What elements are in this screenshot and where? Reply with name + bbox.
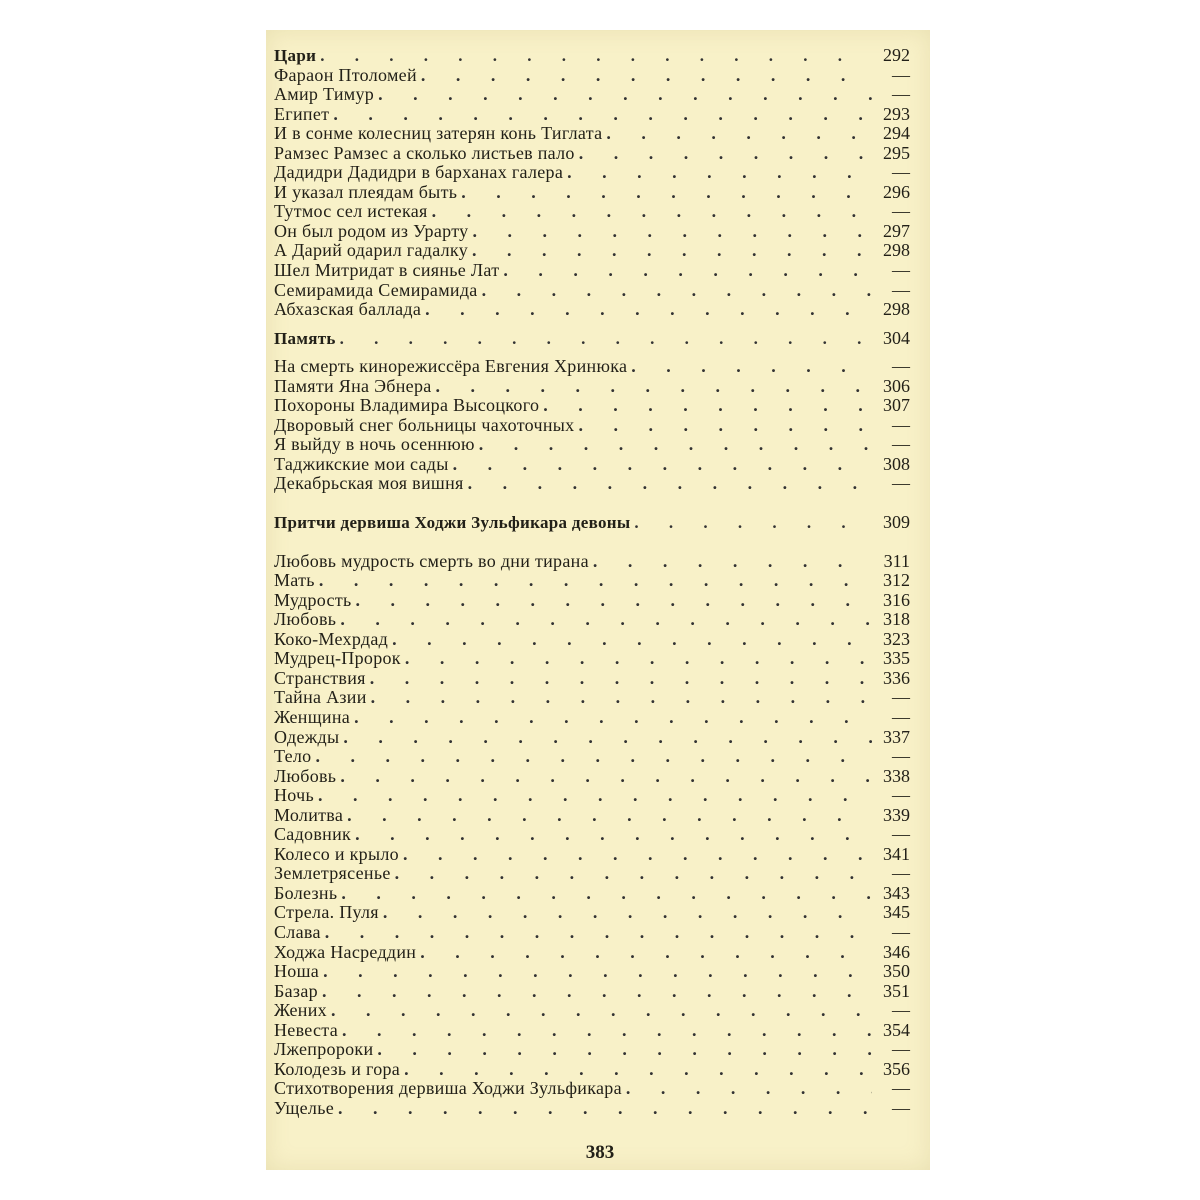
page-ref: 312 (883, 570, 910, 591)
dot-leader (378, 85, 872, 105)
page-ref: 298 (883, 299, 910, 320)
page-ref: — (892, 706, 910, 727)
dot-leader (392, 630, 872, 650)
dot-leader (356, 591, 873, 611)
dot-leader (315, 747, 872, 767)
entry-title: Семирамида Семирамида (274, 279, 478, 300)
toc-entry[interactable] (274, 202, 910, 222)
page-ref: 298 (883, 240, 910, 261)
entry-title: Рамзес Рамзес а сколько листьев пало (274, 142, 575, 163)
toc-entry[interactable] (274, 649, 910, 669)
toc-entry[interactable] (274, 1060, 910, 1080)
page-ref: 341 (883, 843, 910, 864)
entry-title: Амир Тимур (274, 84, 375, 105)
dot-leader (453, 455, 872, 475)
page-ref: 297 (883, 220, 910, 241)
dot-leader (318, 786, 872, 806)
page-ref: — (892, 414, 910, 435)
dot-leader (593, 552, 872, 572)
dot-leader (354, 708, 872, 728)
entry-title: Любовь (274, 609, 337, 630)
page-ref: — (892, 473, 910, 494)
page-ref: 292 (883, 45, 910, 65)
toc-entry[interactable] (274, 688, 910, 708)
toc-entry[interactable] (274, 474, 910, 494)
page-ref: 343 (883, 882, 910, 903)
page-ref: 356 (883, 1058, 910, 1079)
section-heading-tsari[interactable] (274, 46, 910, 66)
dot-leader (420, 943, 872, 963)
dot-leader (579, 144, 872, 164)
page-ref: — (892, 1097, 910, 1118)
toc-entry[interactable] (274, 845, 910, 865)
dot-leader (338, 1099, 872, 1119)
page-ref: — (892, 64, 910, 85)
dot-leader (461, 183, 872, 203)
dot-leader (567, 163, 872, 183)
entry-title: Молитва (274, 804, 344, 825)
dot-leader (319, 571, 872, 591)
page-ref: — (892, 785, 910, 806)
entry-title: Слава (274, 921, 321, 942)
entry-title: Таджикские мои сады (274, 453, 449, 474)
page-ref: 294 (883, 123, 910, 144)
entry-title: Он был родом из Урарту (274, 220, 469, 241)
entry-title: Мать (274, 570, 315, 591)
dot-leader (425, 300, 872, 320)
toc-entry[interactable] (274, 884, 910, 904)
page-ref: 316 (883, 589, 910, 610)
entry-title: Стрела. Пуля (274, 902, 379, 923)
dot-leader (347, 806, 872, 826)
entry-title: А Дарий одарил гадалку (274, 240, 469, 261)
toc-entry[interactable] (274, 669, 910, 689)
entry-title: Стихотворения дервиша Ходжи Зульфикара (274, 1078, 622, 1099)
entry-title: Ноша (274, 961, 320, 982)
page-ref: — (892, 162, 910, 183)
toc-entry[interactable] (274, 923, 910, 943)
toc-entry[interactable] (274, 728, 910, 748)
page-ref: 339 (883, 804, 910, 825)
entry-title: Фараон Птоломей (274, 64, 417, 85)
toc-entry[interactable] (274, 66, 910, 86)
entry-title: Любовь мудрость смерть во дни тирана (274, 550, 589, 571)
page-ref: 337 (883, 726, 910, 747)
dot-leader (340, 767, 872, 787)
dot-leader (395, 864, 872, 884)
dot-leader (322, 982, 872, 1002)
dot-leader (472, 241, 872, 261)
dot-leader (468, 474, 872, 494)
toc-entry[interactable] (274, 630, 910, 650)
page-ref: 336 (883, 667, 910, 688)
page-ref: — (892, 434, 910, 455)
page-ref: 338 (883, 765, 910, 786)
toc-entry[interactable] (274, 300, 910, 320)
dot-leader (578, 416, 872, 436)
dot-leader (421, 66, 872, 86)
page-ref: — (892, 201, 910, 222)
page-ref: 295 (883, 142, 910, 163)
dot-leader (340, 610, 872, 630)
dot-leader (479, 435, 872, 455)
entry-title: Тело (274, 746, 312, 767)
dot-leader (436, 377, 872, 397)
toc-entry[interactable] (274, 1079, 910, 1099)
page-ref: 346 (883, 941, 910, 962)
entry-title: Я выйду в ночь осеннюю (274, 434, 475, 455)
toc-entry[interactable] (274, 144, 910, 164)
toc-entry[interactable] (274, 903, 910, 923)
dot-leader (333, 105, 872, 125)
dot-leader (323, 962, 872, 982)
dot-leader (543, 396, 872, 416)
toc-entry[interactable] (274, 183, 910, 203)
dot-leader (383, 903, 872, 923)
toc-entry[interactable] (274, 982, 910, 1002)
toc-entry[interactable] (274, 416, 910, 436)
page-ref: 293 (883, 103, 910, 124)
section-title: Память (274, 328, 336, 348)
dot-leader (343, 728, 872, 748)
entry-title: Абхазская баллада (274, 299, 422, 320)
toc-entry[interactable] (274, 85, 910, 105)
toc-entry[interactable] (274, 708, 910, 728)
dot-leader (325, 923, 872, 943)
page-ref: 351 (883, 980, 910, 1001)
dot-leader (331, 1001, 872, 1021)
page-ref: — (892, 863, 910, 884)
page-ref: — (892, 1078, 910, 1099)
entry-title: И указал плеядам быть (274, 181, 458, 202)
entry-title: Ущелье (274, 1097, 334, 1118)
entry-title: На смерть кинорежиссёра Евгения Хринюка (274, 356, 628, 377)
section-spacer (274, 320, 910, 329)
page-ref: — (892, 260, 910, 281)
entry-title: Женщина (274, 706, 351, 727)
dot-leader (634, 513, 872, 533)
toc-entry[interactable] (274, 105, 910, 125)
page-ref: 354 (883, 1019, 910, 1040)
entry-title: Садовник (274, 824, 352, 845)
toc-entry[interactable] (274, 962, 910, 982)
dot-leader (371, 688, 872, 708)
toc-entry[interactable] (274, 786, 910, 806)
toc-entry[interactable] (274, 943, 910, 963)
entry-title: Тайна Азии (274, 687, 367, 708)
toc-entry[interactable] (274, 1001, 910, 1021)
dot-leader (404, 1060, 872, 1080)
page-ref: 350 (883, 961, 910, 982)
toc-entry[interactable] (274, 747, 910, 767)
page-ref: 323 (883, 628, 910, 649)
toc-entry[interactable] (274, 377, 910, 397)
entry-title: Тутмос сел истекая (274, 201, 428, 222)
page-ref: — (892, 921, 910, 942)
dot-leader (377, 1040, 872, 1060)
page-ref: — (892, 356, 910, 377)
entry-title: Любовь (274, 765, 337, 786)
page-ref: 296 (883, 181, 910, 202)
toc-entry[interactable] (274, 767, 910, 787)
toc-entry[interactable] (274, 357, 910, 377)
entry-title: Одежды (274, 726, 340, 747)
dot-leader (341, 884, 872, 904)
toc-entry[interactable] (274, 241, 910, 261)
entry-title: Египет (274, 103, 330, 124)
dot-leader (626, 1079, 872, 1099)
entry-title: Базар (274, 980, 318, 1001)
entry-title: Мудрец-Пророк (274, 648, 401, 669)
dot-leader (631, 357, 872, 377)
entry-title: Лжепророки (274, 1039, 374, 1060)
entry-title: Колесо и крыло (274, 843, 399, 864)
section-heading-pamyat[interactable] (274, 329, 910, 349)
page-ref: — (892, 824, 910, 845)
toc-entry[interactable] (274, 864, 910, 884)
section-spacer (274, 494, 910, 513)
toc-entry[interactable] (274, 610, 910, 630)
entry-title: Землетрясенье (274, 863, 391, 884)
dot-leader (432, 202, 872, 222)
toc-entry[interactable] (274, 396, 910, 416)
page-ref: 345 (883, 902, 910, 923)
toc-entry[interactable] (274, 591, 910, 611)
page-ref: 311 (883, 550, 910, 571)
page-ref: — (892, 1000, 910, 1021)
toc-entry[interactable] (274, 552, 910, 572)
entry-title: Шел Митридат в сиянье Лат (274, 260, 500, 281)
entry-title: Невеста (274, 1019, 338, 1040)
toc-entry[interactable] (274, 1099, 910, 1119)
entry-title: Ходжа Насреддин (274, 941, 417, 962)
dot-leader (342, 1021, 872, 1041)
section-spacer (274, 533, 910, 552)
toc-entry[interactable] (274, 571, 910, 591)
toc-entry[interactable] (274, 825, 910, 845)
toc-entry[interactable] (274, 163, 910, 183)
entry-title: Ночь (274, 785, 314, 806)
toc-entry[interactable] (274, 455, 910, 475)
entry-title: И в сонме колесниц затерян конь Тиглата (274, 123, 603, 144)
section-heading-pritchi[interactable] (274, 513, 910, 533)
toc-entry[interactable] (274, 1021, 910, 1041)
dot-leader (340, 329, 872, 349)
table-of-contents (274, 46, 910, 1118)
toc-entry[interactable] (274, 281, 910, 301)
entry-title: Жених (274, 1000, 327, 1021)
dot-leader (503, 261, 872, 281)
toc-entry[interactable] (274, 261, 910, 281)
entry-title: Дворовый снег больницы чахоточных (274, 414, 575, 435)
entry-title: Похороны Владимира Высоцкого (274, 395, 540, 416)
page-ref: — (892, 279, 910, 300)
entry-title: Дадидри Дадидри в барханах галера (274, 162, 564, 183)
page-ref: 335 (883, 648, 910, 669)
page-ref: 318 (883, 609, 910, 630)
page-ref: — (892, 746, 910, 767)
page-ref: — (892, 84, 910, 105)
dot-leader (405, 649, 872, 669)
page-ref: 306 (883, 375, 910, 396)
dot-leader (403, 845, 872, 865)
toc-entry[interactable] (274, 806, 910, 826)
entry-title: Памяти Яна Эбнера (274, 375, 432, 396)
entry-title: Коко-Мехрдад (274, 628, 389, 649)
page-ref: 304 (883, 327, 910, 348)
page-ref: 308 (883, 453, 910, 474)
page-ref: — (892, 1039, 910, 1060)
toc-entry[interactable] (274, 1040, 910, 1060)
dot-leader (355, 825, 872, 845)
section-title: Притчи дервиша Ходжи Зульфикара девоны (274, 513, 631, 533)
entry-title: Мудрость (274, 589, 352, 610)
entry-title: Декабрьская моя вишня (274, 473, 464, 494)
dot-leader (320, 46, 872, 66)
page-ref: 307 (883, 395, 910, 416)
dot-leader (472, 222, 872, 242)
dot-leader (370, 669, 872, 689)
entry-title: Болезнь (274, 882, 338, 903)
section-title: Цари (274, 46, 317, 65)
toc-entry[interactable] (274, 435, 910, 455)
entry-title: Колодезь и гора (274, 1058, 401, 1079)
page-ref: 309 (883, 512, 910, 533)
toc-entry[interactable] (274, 124, 910, 144)
toc-entry[interactable] (274, 222, 910, 242)
page-ref: — (892, 687, 910, 708)
page-number: 383 (585, 1142, 615, 1163)
dot-leader (482, 281, 872, 301)
entry-title: Странствия (274, 667, 366, 688)
dot-leader (606, 124, 872, 144)
